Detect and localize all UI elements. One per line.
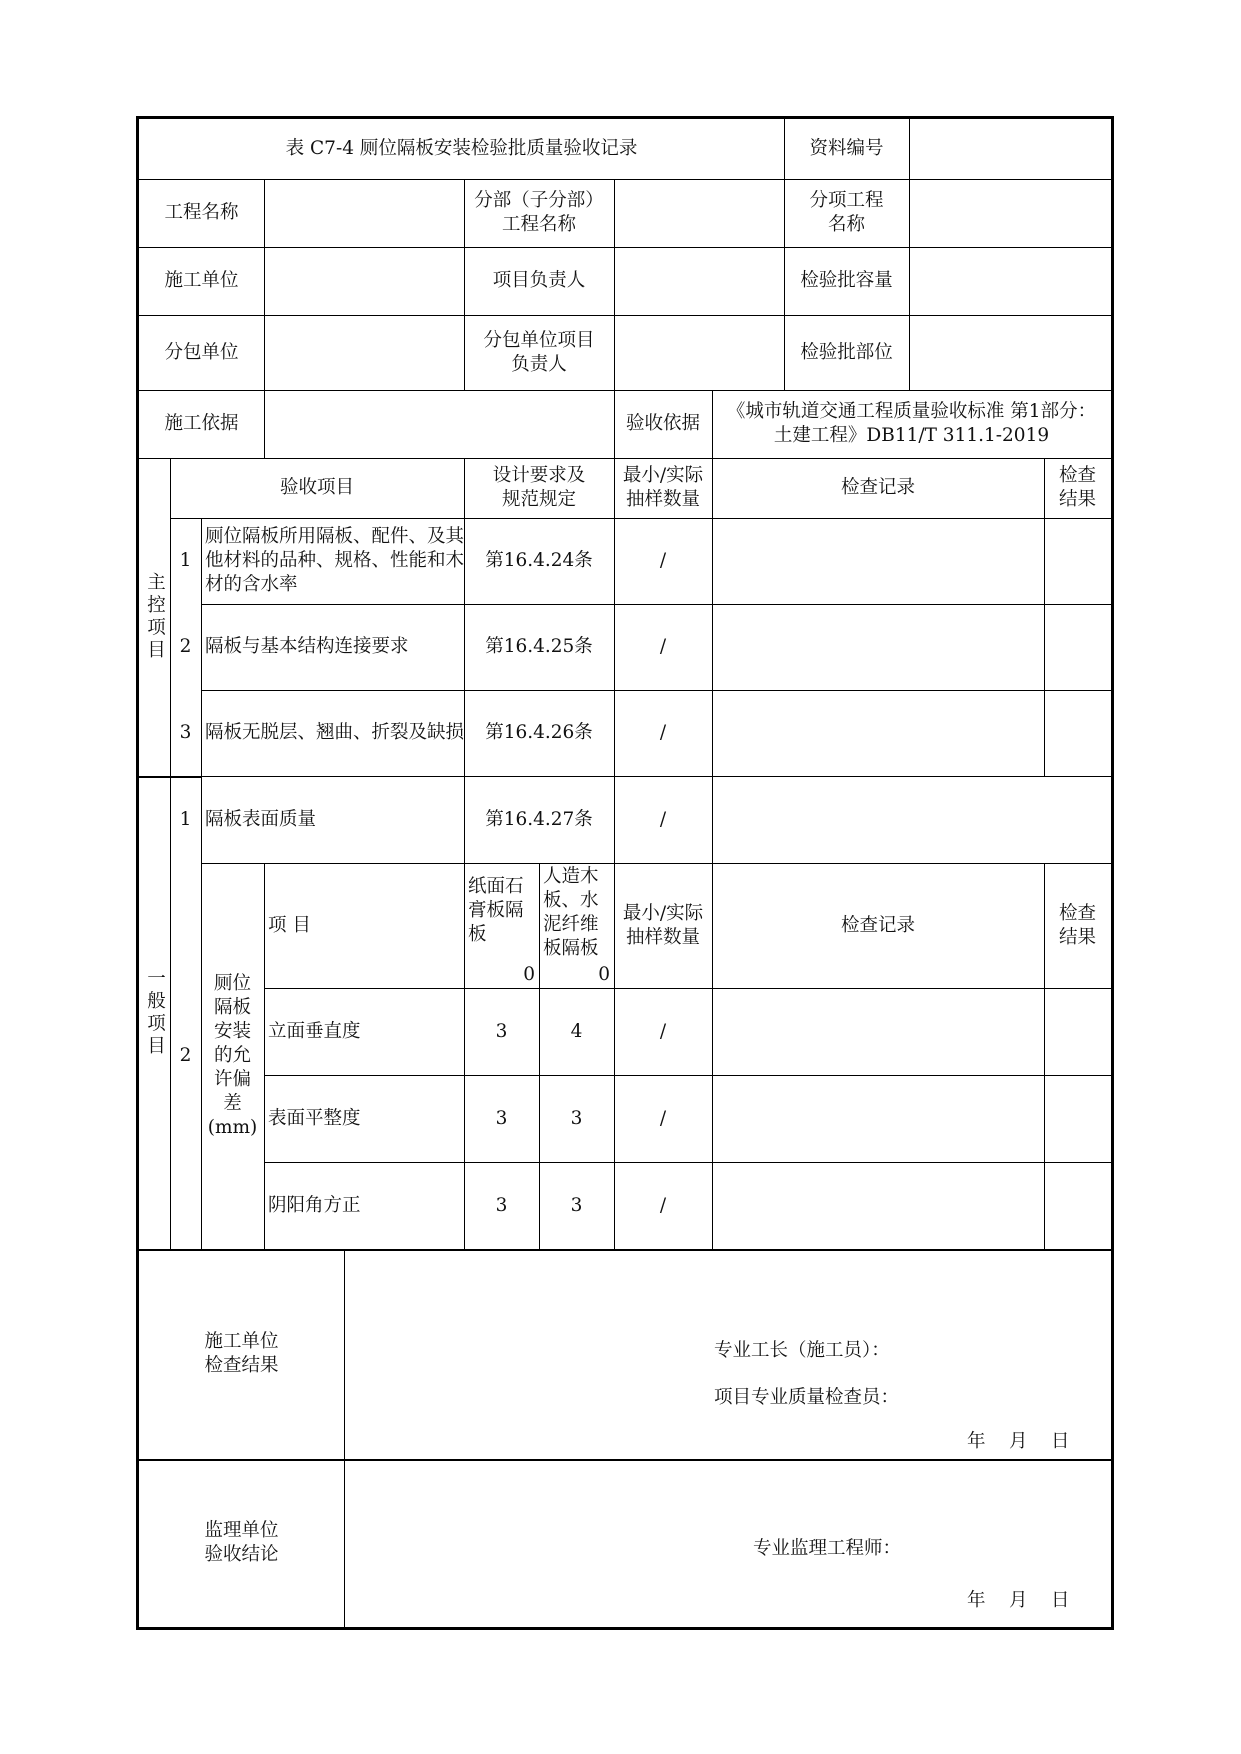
- deviation-result-header: 检查 结果: [1058, 902, 1096, 948]
- sub-item-field[interactable]: [909, 179, 1111, 247]
- main-row-result[interactable]: [1044, 518, 1111, 604]
- subcontractor-field[interactable]: [264, 315, 464, 390]
- doc-no-field[interactable]: [909, 119, 1111, 179]
- main-row-sample: /: [659, 636, 667, 657]
- gypsum-board-zero: 0: [523, 964, 535, 985]
- sub-manager-label: 分包单位项目 负责人: [483, 329, 595, 375]
- sub-division-field[interactable]: [614, 179, 784, 247]
- deviation-row-result[interactable]: [1044, 988, 1111, 1075]
- batch-capacity-label: 检验批容量: [800, 270, 893, 291]
- general-section-label: 一般项目: [144, 967, 166, 1058]
- gypsum-board-header: 纸面石膏板隔板: [468, 876, 524, 945]
- deviation-group-label: 厕位隔板安装的允许偏差(mm): [207, 973, 258, 1138]
- main-row-item: 厕位隔板所用隔板、配件、及其他材料的品种、规格、性能和木材的含水率: [205, 526, 465, 595]
- project-name-field[interactable]: [264, 179, 464, 247]
- main-row-clause: 第16.4.26条: [485, 722, 593, 743]
- deviation-row-gypsum: 3: [495, 1020, 508, 1042]
- acceptance-basis-label: 验收依据: [625, 413, 700, 434]
- general-row-number: 1: [179, 808, 192, 830]
- general-row-item: 隔板表面质量: [205, 808, 317, 830]
- main-row-result[interactable]: [1044, 604, 1111, 690]
- inspection-record-form: [136, 116, 1114, 1630]
- sub-item-label: 分项工程 名称: [809, 190, 884, 235]
- supervisor-conclusion-label: 监理单位 验收结论: [204, 1520, 279, 1565]
- quality-inspector-signature-label: 项目专业质量检查员：: [714, 1387, 900, 1408]
- deviation-row-wood: 3: [570, 1194, 583, 1216]
- deviation-row-item: 表面平整度: [268, 1107, 361, 1129]
- deviation-row-result[interactable]: [1044, 1162, 1111, 1249]
- main-row-record[interactable]: [712, 518, 1044, 604]
- main-row-record[interactable]: [712, 690, 1044, 776]
- col-sample-header: 最小/实际 抽样数量: [622, 465, 704, 510]
- general-row-number: 2: [179, 1045, 192, 1066]
- deviation-row-gypsum: 3: [495, 1107, 508, 1129]
- wood-cement-board-header: 人造木板、水泥纤维板隔板: [543, 866, 599, 959]
- main-row-number: 1: [179, 550, 192, 571]
- deviation-row-result[interactable]: [1044, 1075, 1111, 1162]
- main-row-sample: /: [659, 550, 667, 571]
- subcontractor-label: 分包单位: [164, 341, 239, 363]
- foreman-signature-label: 专业工长（施工员）：: [714, 1340, 890, 1361]
- deviation-row-wood: 4: [570, 1020, 583, 1042]
- general-row-clause: 第16.4.27条: [485, 808, 593, 830]
- deviation-row-record[interactable]: [712, 1162, 1044, 1249]
- deviation-row-wood: 3: [570, 1107, 583, 1129]
- col-item-header: 验收项目: [279, 477, 354, 498]
- general-row-record[interactable]: [712, 776, 1044, 863]
- acceptance-basis-value: 《城市轨道交通工程质量验收标准 第1部分：土建工程》DB11/T 311.1-2019: [726, 401, 1097, 446]
- deviation-row-record[interactable]: [712, 988, 1044, 1075]
- main-row-number: 3: [179, 722, 192, 743]
- deviation-row-sample: /: [659, 1020, 667, 1042]
- deviation-row-item: 立面垂直度: [268, 1020, 361, 1042]
- main-control-section-label: 主控项目: [144, 572, 166, 662]
- contractor-label: 施工单位: [164, 270, 239, 291]
- deviation-row-item: 阴阳角方正: [268, 1194, 361, 1216]
- batch-location-field[interactable]: [909, 315, 1111, 390]
- contractor-field[interactable]: [264, 247, 464, 315]
- main-row-clause: 第16.4.25条: [485, 636, 593, 657]
- main-row-result[interactable]: [1044, 690, 1111, 776]
- contractor-check-label: 施工单位 检查结果: [204, 1331, 279, 1376]
- main-row-sample: /: [659, 722, 667, 743]
- supervisor-date: 年 月 日: [967, 1590, 1070, 1611]
- deviation-row-record[interactable]: [712, 1075, 1044, 1162]
- project-manager-label: 项目负责人: [492, 270, 586, 291]
- main-row-number: 2: [179, 636, 192, 657]
- deviation-row-gypsum: 3: [495, 1194, 508, 1216]
- col-design-header: 设计要求及 规范规定: [492, 465, 586, 510]
- deviation-row-sample: /: [659, 1107, 667, 1129]
- main-row-item: 隔板与基本结构连接要求: [205, 636, 409, 657]
- batch-location-label: 检验批部位: [800, 341, 893, 363]
- col-result-header: 检查 结果: [1058, 465, 1096, 510]
- general-row-result[interactable]: [1044, 776, 1111, 863]
- batch-capacity-field[interactable]: [909, 247, 1111, 315]
- deviation-item-header: 项 目: [268, 914, 311, 936]
- construction-basis-field[interactable]: [264, 390, 614, 458]
- project-manager-field[interactable]: [614, 247, 784, 315]
- deviation-sample-header: 最小/实际 抽样数量: [622, 902, 704, 948]
- main-row-clause: 第16.4.24条: [485, 550, 593, 571]
- main-row-item: 隔板无脱层、翘曲、折裂及缺损: [205, 722, 465, 743]
- sub-division-label: 分部（子分部） 工程名称: [474, 190, 604, 235]
- general-row-sample: /: [659, 808, 667, 830]
- contractor-date: 年 月 日: [967, 1431, 1070, 1452]
- main-row-record[interactable]: [712, 604, 1044, 690]
- supervisor-signature-label: 专业监理工程师：: [753, 1538, 902, 1559]
- doc-no-label: 资料编号: [809, 138, 884, 159]
- deviation-record-header: 检查记录: [840, 914, 915, 936]
- col-record-header: 检查记录: [840, 477, 915, 498]
- construction-basis-label: 施工依据: [164, 413, 239, 434]
- sub-manager-field[interactable]: [614, 315, 784, 390]
- form-title: 表 C7-4 厕位隔板安装检验批质量验收记录: [285, 138, 638, 159]
- project-name-label: 工程名称: [164, 202, 239, 223]
- deviation-row-sample: /: [659, 1194, 667, 1216]
- wood-cement-board-zero: 0: [598, 964, 610, 985]
